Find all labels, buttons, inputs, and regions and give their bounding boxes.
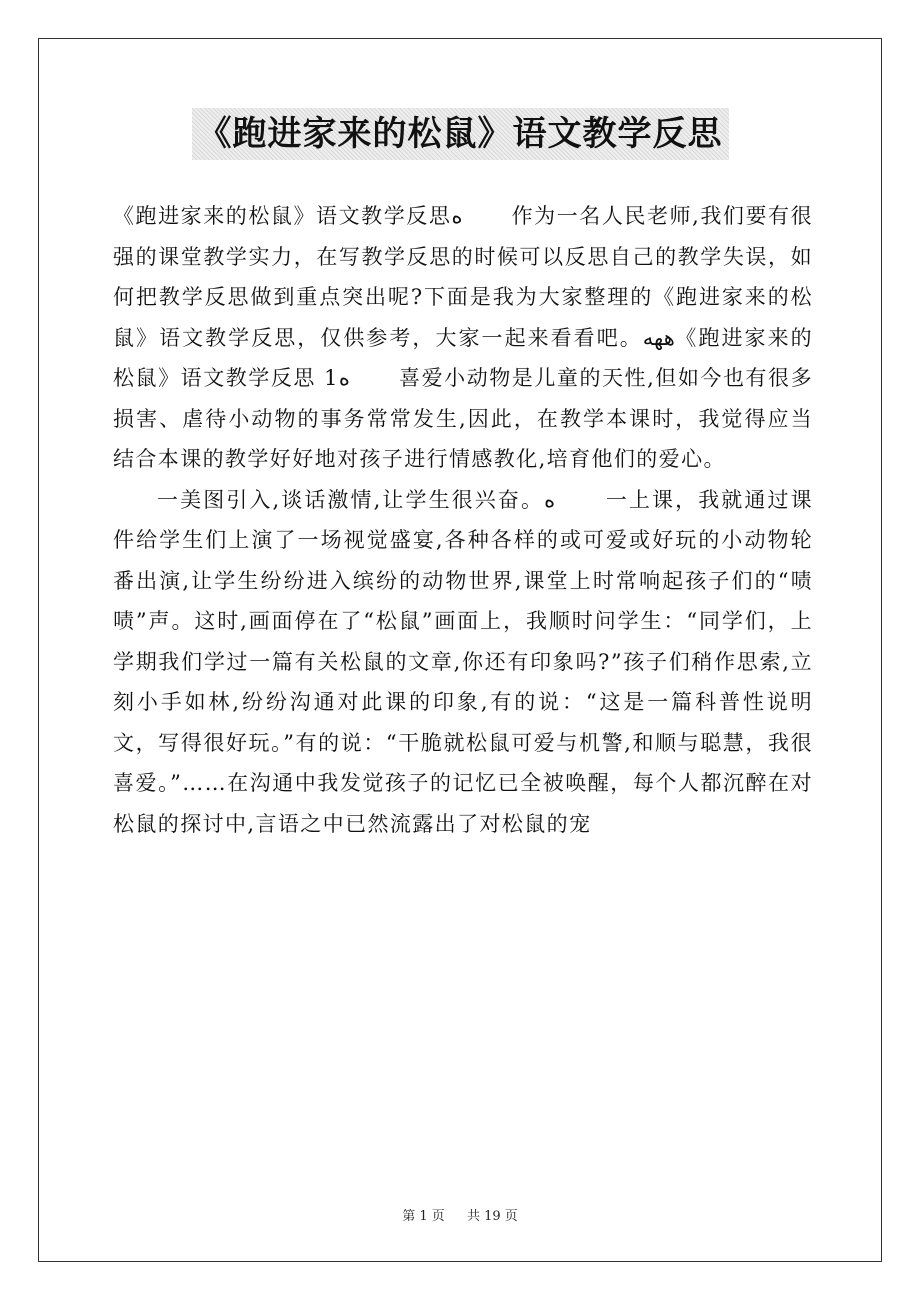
page-number-current: 第 1 页	[402, 1209, 445, 1224]
document-body	[113, 196, 813, 844]
paragraph-lesson-intro: 一美图引入,谈话激情,让学生很兴奋。ه 一上课，我就通过课件给学生们上演了一场视觉盛宴,各种各样的或可爱或好玩的小动物轮番出演,让学生纷纷进入缤纷的动物世界,课堂上时常响起孩子们的“啧啧”声。这时,画面停在了“松鼠”画面上，我顺时问学生：“同学们，上学期我们学过一篇有关松鼠的文章,你还有印象吗?”孩子们稍作思索,立刻小手如林,纷纷沟通对此课的印象,有的说：“这是一篇科普性说明文，写得很好玩。”有的说：“干脆就松鼠可爱与机警,和顺与聪慧，我很喜爱。”……在沟通中我发觉孩子的记忆已全被唤醒，每个人都沉醉在对松鼠的探讨中,言语之中已然流露出了对松鼠的宠	[113, 487, 813, 836]
document-title-block	[0, 108, 920, 160]
document-title: 《跑进家来的松鼠》语文教学反思	[192, 108, 729, 160]
paragraph-intro: 《跑进家来的松鼠》语文教学反思ه 作为一名人民老师,我们要有很强的课堂教学实力，在写教学反思的时候可以反思自己的教学失误，如何把教学反思做到重点突出呢?下面是我为大家整理的《跑进家来的松鼠》语文教学反思，仅供参考，大家一起来看看吧。ههه《跑进家来的松鼠》语文教学反思 1ه 喜爱小动物是儿童的天性,但如今也有很多损害、虐待小动物的事务常常发生,因此，在教学本课时，我觉得应当结合本课的教学好好地对孩子进行情感教化,培育他们的爱心。	[113, 204, 813, 471]
page-number-total: 共 19 页	[466, 1209, 518, 1224]
page-footer	[0, 1205, 920, 1224]
